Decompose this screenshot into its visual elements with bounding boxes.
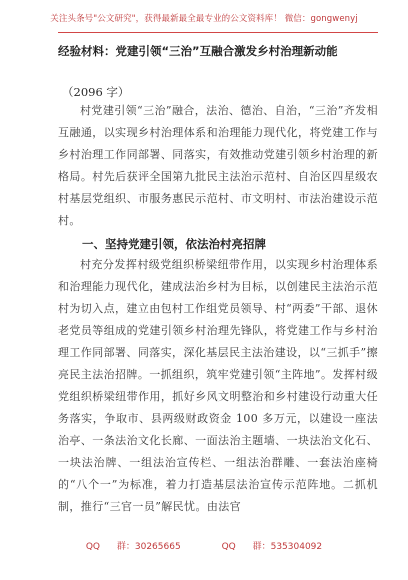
footer-qq-group-1: QQ 群：30265665 — [85, 542, 181, 552]
header-divider — [58, 32, 378, 33]
section-heading: 一、坚持党建引领，依法治村亮招牌 — [82, 237, 266, 251]
footer-contact — [0, 539, 408, 552]
document-title: 经验材料：党建引领“三治”互融合激发乡村治理新动能 — [58, 44, 338, 58]
intro-paragraph: 村党建引领“三治”融合，法治、德治、自治，“三治”齐发相互融通，以实现乡村治理体系和治理能力现代化，将党建工作与乡村治理工作同部署、同落实，有效推动党建引领乡村治理的新格局。村先后获评全国第九批民主法治示范村、自治区四星级农村基层党组织、市服务惠民示范村、市文明村、市法治建设示范村。 — [58, 104, 378, 227]
footer-qq-group-2: QQ 群：535304092 — [221, 542, 323, 552]
section-paragraph: 村充分发挥村级党组织桥梁纽带作用，以实现乡村治理体系和治理能力现代化，建成法治乡村为目标，以创建民主法治示范村为切入点，建立由包村工作组党员领导、村“两委”干部、退休老党员等组成的党建引领乡村治理先锋队，将党建工作与乡村治理工作同部署、同落实，深化基层民主法治建设，以“三抓手”擦亮民主法治招牌。一抓组织，筑牢党建引领“主阵地”。发挥村级党组织桥梁纽带作用，抓好乡风文明整治和乡村建设行动重大任务落实，争取市、县两级财政资金 100 多万元，以建设一座法治亭、一条法治文化长廊、一面法治主题墙、一块法治文化石、一块法治牌、一组法治宣传栏、一组法治群雕、一套法治座椅的“八个一”为标准，着力打造基层法治宣传示范阵地。二抓机制，推行“三官一员”解民忧。由法官 — [58, 258, 378, 513]
word-count: （2096 字） — [62, 85, 130, 99]
header-banner: 关注头条号"公文研究"，获得最新最全最专业的公文资料库！ 微信：gongwenyj — [50, 14, 358, 24]
